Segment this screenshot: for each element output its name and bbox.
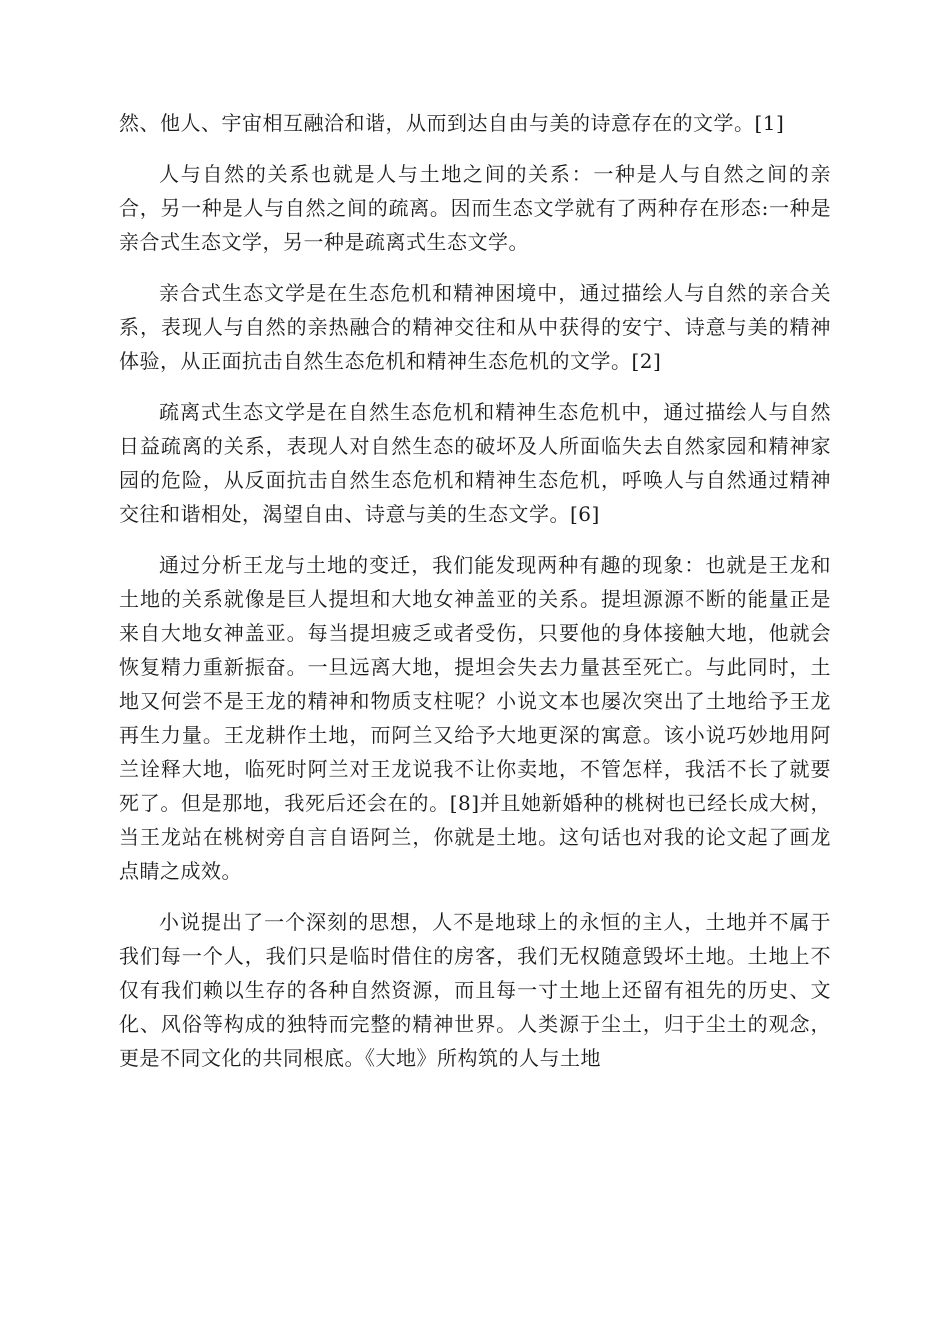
paragraph-wanglong-land: 通过分析王龙与土地的变迁，我们能发现两种有趣的现象：也就是王龙和土地的关系就像是巨人提坦和大地女神盖亚的关系。提坦源源不断的能量正是来自大地女神盖亚。每当提坦疲乏或者受伤，只要他的身体接触大地，他就会恢复精力重新振奋。一旦远离大地，提坦会失去力量甚至死亡。与此同时，土地又何尝不是王龙的精神和物质支柱呢？小说文本也屡次突出了土地给予王龙再生力量。王龙耕作土地，而阿兰又给予大地更深的寓意。该小说巧妙地用阿兰诠释大地，临死时阿兰对王龙说我不让你卖地，不管怎样，我活不长了就要死了。但是那地，我死后还会在的。[8]并且她新婚种的桃树也已经长成大树，当王龙站在桃树旁自言自语阿兰，你就是土地。这句话也对我的论文起了画龙点睛之成效。 xyxy=(119,553,831,883)
paragraph-affinity-ecoliterature: 亲合式生态文学是在生态危机和精神困境中，通过描绘人与自然的亲合关系，表现人与自然的亲热融合的精神交往和从中获得的安宁、诗意与美的精神体验，从正面抗击自然生态危机和精神生态危机的文学。[2] xyxy=(119,281,831,373)
paragraph-alienation-ecoliterature: 疏离式生态文学是在自然生态危机和精神生态危机中，通过描绘人与自然日益疏离的关系，表现人对自然生态的破坏及人所面临失去自然家园和精神家园的危险，从反面抗击自然生态危机和精神生态危机，呼唤人与自然通过精神交往和谐相处，渴望自由、诗意与美的生态文学。[6] xyxy=(119,400,831,526)
paragraph-nature-relationship: 人与自然的关系也就是人与土地之间的关系：一种是人与自然之间的亲合，另一种是人与自然之间的疏离。因而生态文学就有了两种存在形态:一种是亲合式生态文学，另一种是疏离式生态文学。 xyxy=(119,162,831,254)
paragraph-continuation: 然、他人、宇宙相互融洽和谐，从而到达自由与美的诗意存在的文学。[1] xyxy=(119,111,785,135)
document-page xyxy=(119,106,831,1092)
paragraph-deep-thought: 小说提出了一个深刻的思想，人不是地球上的永恒的主人，土地并不属于我们每一个人，我们只是临时借住的房客，我们无权随意毁坏土地。土地上不仅有我们赖以生存的各种自然资源，而且每一寸土地上还留有祖先的历史、文化、风俗等构成的独特而完整的精神世界。人类源于尘土，归于尘土的观念，更是不同文化的共同根底。《大地》所构筑的人与土地 xyxy=(119,910,831,1070)
